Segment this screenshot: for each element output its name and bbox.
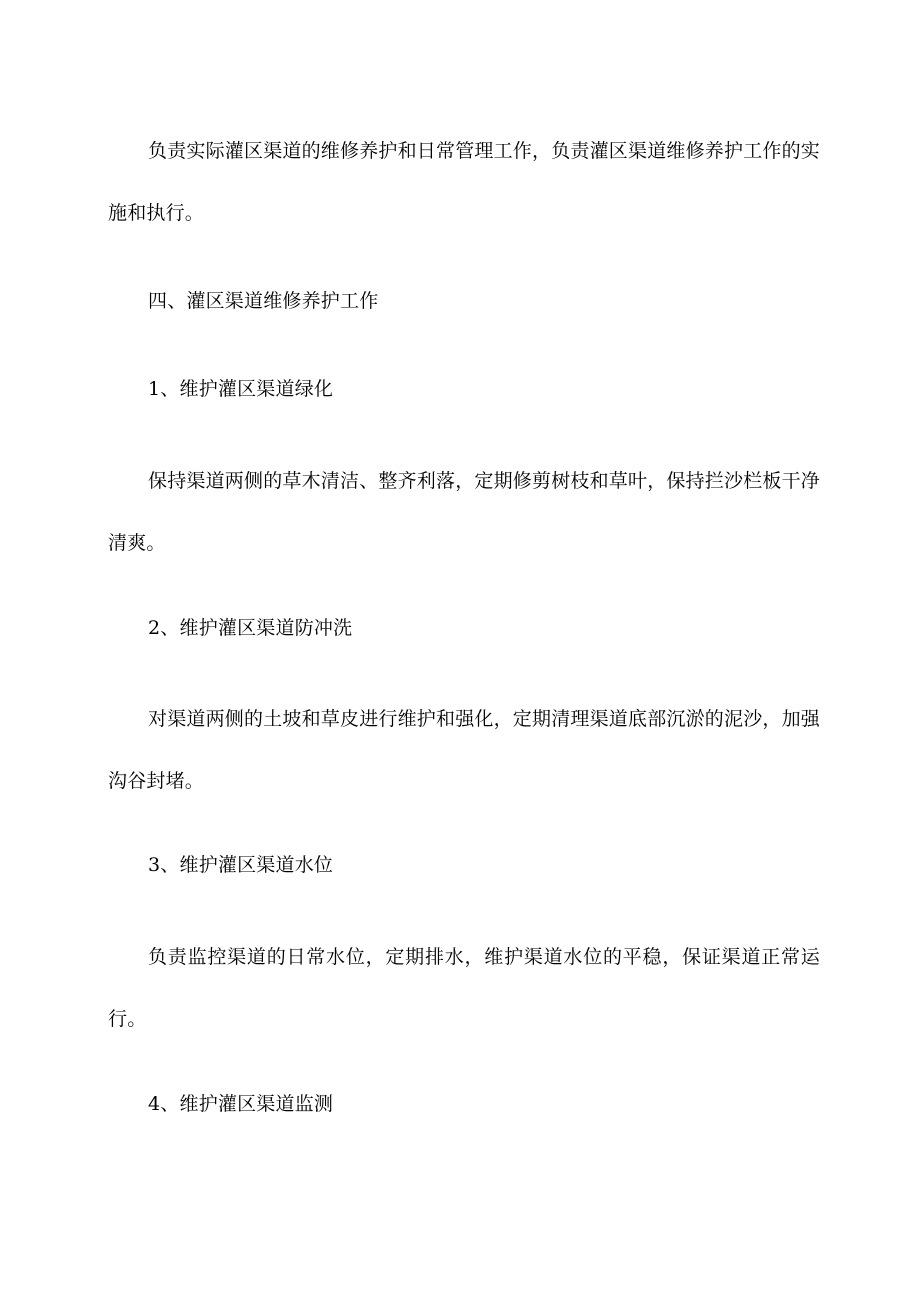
- paragraph-erosion-protection: 对渠道两侧的土坡和草皮进行维护和强化，定期清理渠道底部沉淤的泥沙，加强沟谷封堵。: [108, 708, 821, 792]
- subheading-monitoring: 4、维护灌区渠道监测: [148, 1093, 334, 1115]
- paragraph-greening: 保持渠道两侧的草木清洁、整齐利落，定期修剪树枝和草叶，保持拦沙栏板干净清爽。: [108, 470, 821, 554]
- paragraph-management-duty: 负责实际灌区渠道的维修养护和日常管理工作，负责灌区渠道维修养护工作的实施和执行。: [108, 140, 821, 224]
- subheading-water-level: 3、维护灌区渠道水位: [148, 854, 334, 876]
- subheading-greening: 1、维护灌区渠道绿化: [148, 378, 334, 400]
- section-heading-maintenance-work: 四、灌区渠道维修养护工作: [148, 290, 379, 312]
- subheading-erosion-protection: 2、维护灌区渠道防冲洗: [148, 617, 353, 639]
- paragraph-water-level: 负责监控渠道的日常水位，定期排水，维护渠道水位的平稳，保证渠道正常运行。: [108, 946, 820, 1030]
